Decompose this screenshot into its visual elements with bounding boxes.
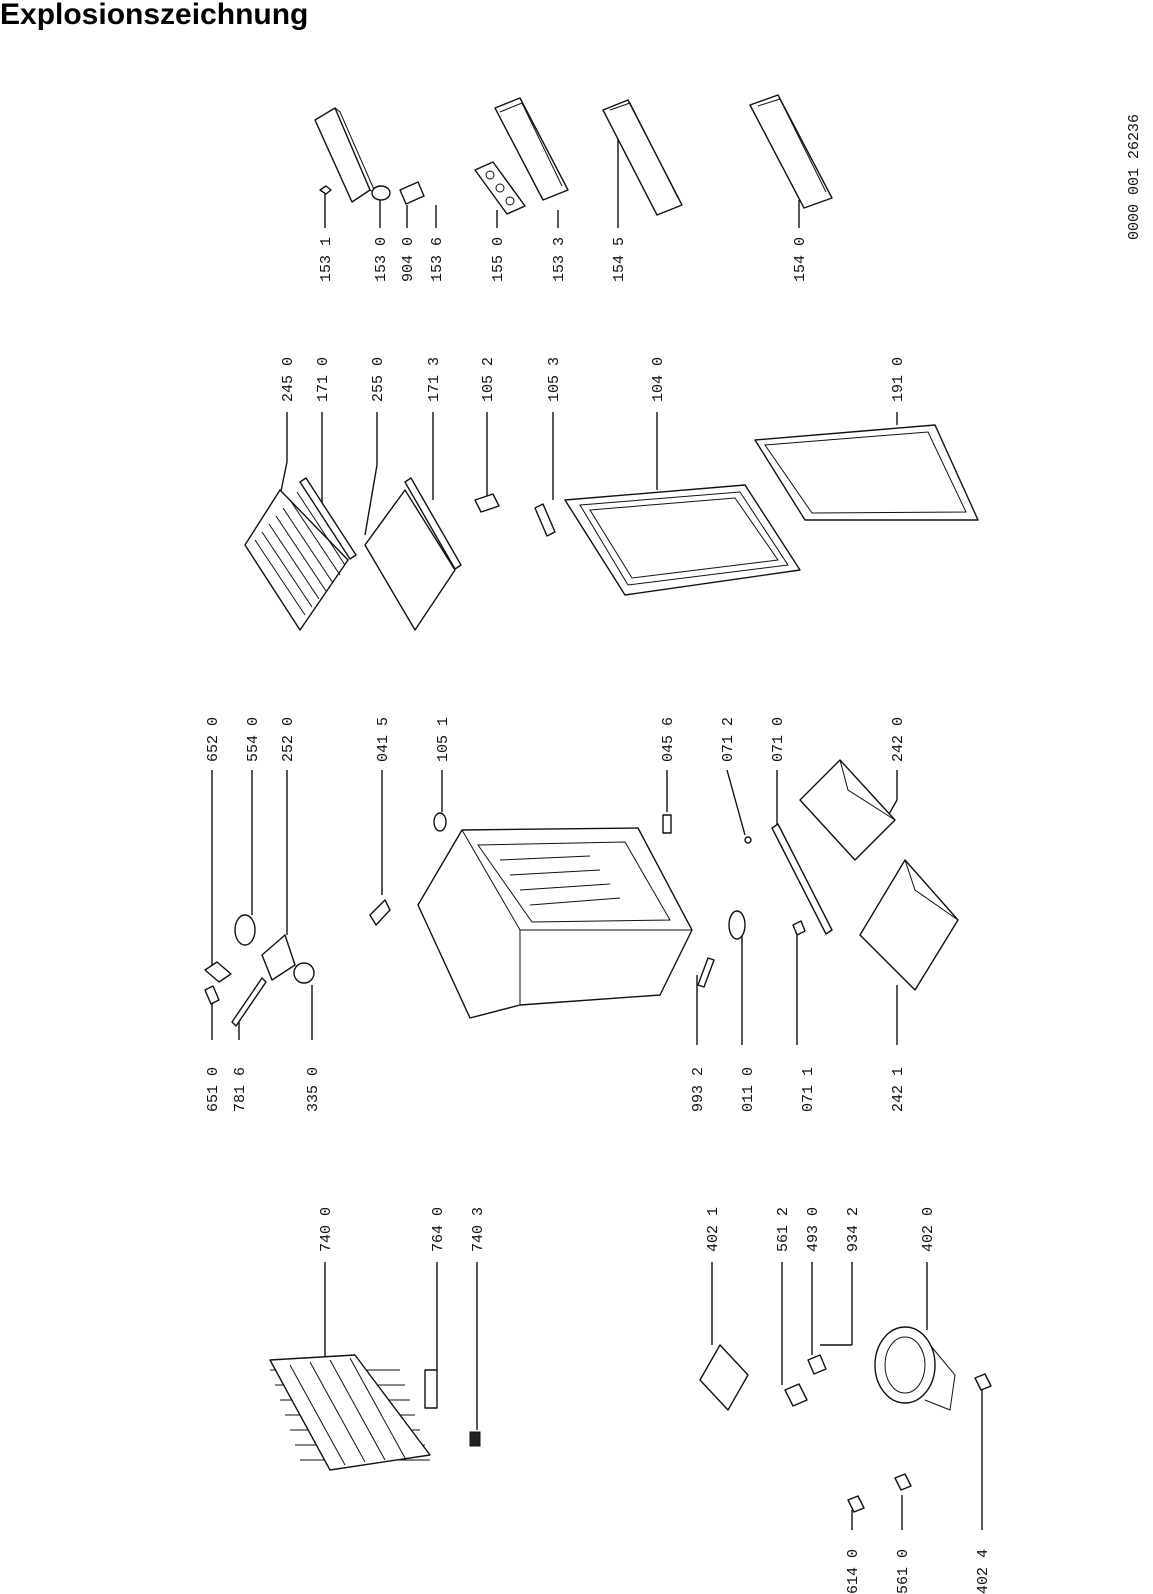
- label-045-6: 045 6: [660, 716, 677, 762]
- part-554-0: [235, 915, 255, 945]
- part-255-0-glass-shelf: [365, 490, 455, 630]
- label-071-0: 071 0: [770, 716, 787, 762]
- label-153-1: 153 1: [318, 236, 335, 282]
- label-242-1: 242 1: [890, 1066, 907, 1112]
- label-191-0: 191 0: [890, 356, 907, 402]
- label-105-1: 105 1: [435, 716, 452, 762]
- door-and-shelves-group: [245, 357, 978, 630]
- part-105-1: [434, 813, 446, 831]
- page-title: Explosionszeichnung: [0, 0, 309, 31]
- part-561-2: [785, 1384, 807, 1406]
- part-154-5: [603, 100, 682, 215]
- label-652-0: 652 0: [205, 716, 222, 762]
- part-cabinet-body: [418, 828, 692, 1018]
- label-011-0: 011 0: [740, 1066, 757, 1112]
- label-781-6: 781 6: [232, 1066, 249, 1112]
- label-154-5: 154 5: [611, 236, 628, 282]
- part-105-2: [475, 494, 499, 512]
- label-934-2: 934 2: [845, 1206, 862, 1252]
- part-245-0-wire-shelf: [245, 490, 348, 630]
- label-335-0: 335 0: [305, 1066, 322, 1112]
- part-242-1: [860, 860, 958, 990]
- part-781-6: [232, 978, 266, 1026]
- part-154-0: [750, 95, 832, 208]
- part-993-2: [698, 958, 714, 987]
- label-493-0: 493 0: [805, 1206, 822, 1252]
- part-252-0: [262, 935, 295, 980]
- label-154-0: 154 0: [792, 236, 809, 282]
- label-402-4: 402 4: [975, 1548, 992, 1594]
- part-011-0: [729, 911, 745, 939]
- label-252-0: 252 0: [280, 716, 297, 762]
- part-402-1: [700, 1345, 748, 1410]
- label-740-3: 740 3: [470, 1206, 487, 1252]
- part-191-0-door-gasket: [755, 425, 978, 520]
- label-071-1: 071 1: [800, 1066, 817, 1112]
- part-335-0: [294, 963, 314, 983]
- label-105-2: 105 2: [480, 356, 497, 402]
- part-402-4: [975, 1374, 991, 1390]
- label-171-3: 171 3: [426, 356, 443, 402]
- part-561-0: [895, 1474, 911, 1490]
- part-045-6: [663, 815, 671, 833]
- part-740-3: [470, 1432, 480, 1446]
- part-614-0: [848, 1496, 864, 1512]
- label-651-0: 651 0: [205, 1066, 222, 1112]
- label-904-0: 904 0: [400, 236, 417, 282]
- part-105-3: [535, 504, 555, 536]
- part-764-0: [425, 1370, 437, 1408]
- part-041-5: [370, 900, 390, 925]
- label-554-0: 554 0: [245, 716, 262, 762]
- label-153-3: 153 3: [551, 236, 568, 282]
- cooling-system-group: [270, 1207, 992, 1594]
- label-071-2: 071 2: [720, 716, 737, 762]
- label-402-1: 402 1: [705, 1206, 722, 1252]
- part-104-0-door: [565, 485, 800, 595]
- part-402-0-compressor: [875, 1327, 955, 1410]
- part-071-1: [793, 921, 805, 935]
- label-740-0: 740 0: [318, 1206, 335, 1252]
- label-561-2: 561 2: [775, 1206, 792, 1252]
- door-shelves-group: [315, 95, 832, 282]
- label-245-0: 245 0: [280, 356, 297, 402]
- label-155-0: 155 0: [490, 236, 507, 282]
- part-652-0: [205, 962, 231, 982]
- cabinet-group: [205, 717, 958, 1112]
- part-153-1: [320, 186, 331, 194]
- label-242-0: 242 0: [890, 716, 907, 762]
- drawing-number: 0000 001 26236: [1126, 113, 1143, 240]
- label-171-0: 171 0: [315, 356, 332, 402]
- label-764-0: 764 0: [430, 1206, 447, 1252]
- label-153-6: 153 6: [429, 236, 446, 282]
- part-155-0: [475, 162, 525, 214]
- label-614-0: 614 0: [845, 1548, 862, 1594]
- part-651-0: [205, 986, 219, 1004]
- part-904-0: [372, 186, 390, 200]
- part-071-0: [772, 824, 832, 934]
- label-105-3: 105 3: [546, 356, 563, 402]
- label-104-0: 104 0: [650, 356, 667, 402]
- part-153-6: [400, 182, 424, 204]
- label-041-5: 041 5: [375, 716, 392, 762]
- label-993-2: 993 2: [690, 1066, 707, 1112]
- part-242-0: [800, 760, 895, 860]
- part-071-2: [745, 837, 751, 843]
- label-561-0: 561 0: [895, 1548, 912, 1594]
- label-402-0: 402 0: [920, 1206, 937, 1252]
- label-153-0: 153 0: [373, 236, 390, 282]
- part-740-0-condenser: [270, 1355, 430, 1470]
- part-493-0: [808, 1355, 826, 1374]
- label-255-0: 255 0: [370, 356, 387, 402]
